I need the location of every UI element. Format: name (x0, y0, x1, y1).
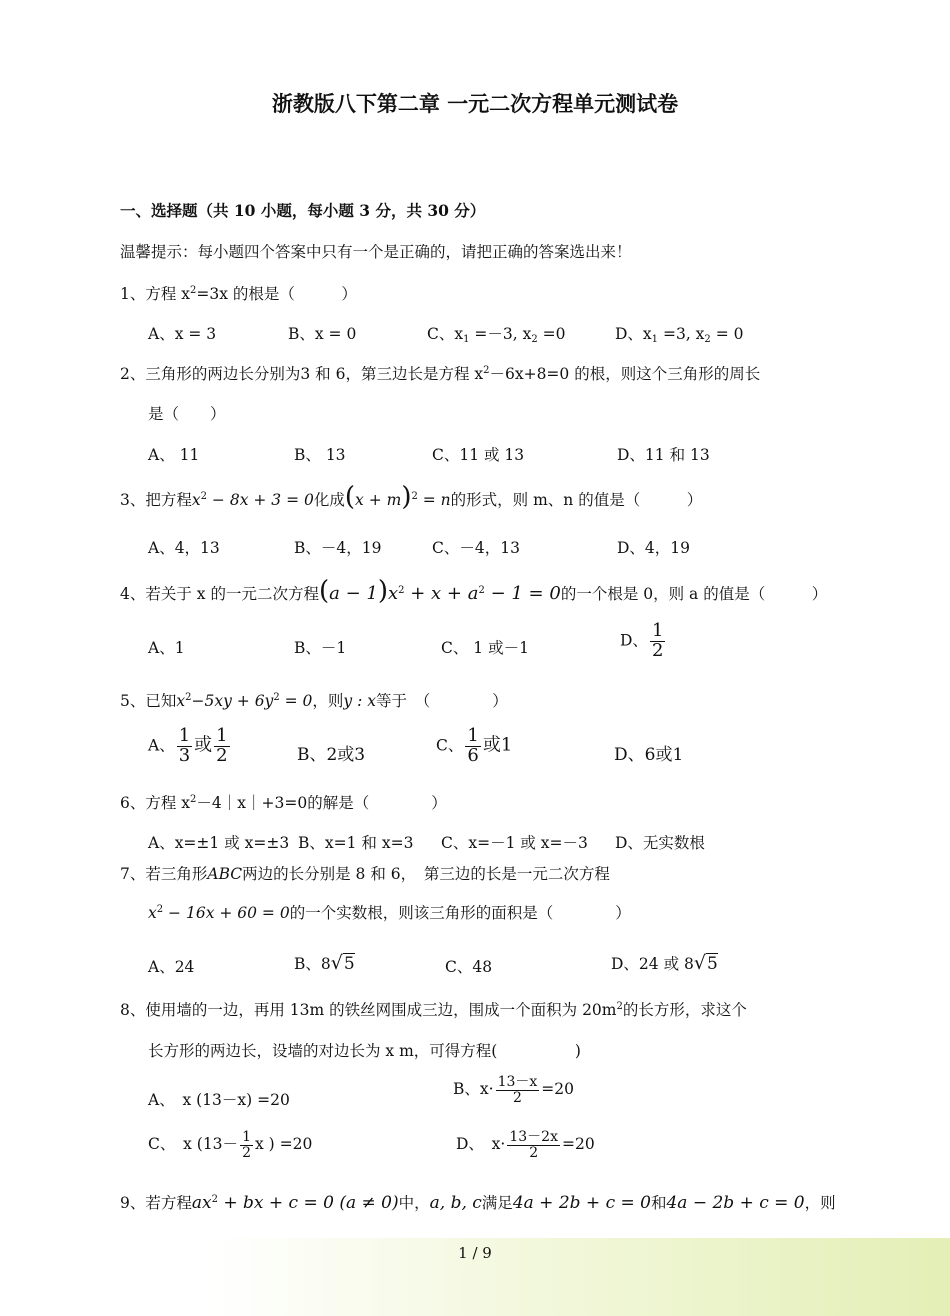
q6-option-a: A、x=±1 或 x=±3 (148, 834, 290, 852)
q7-option-b: B、8√5 (294, 952, 355, 974)
q4-option-d: D、 $\frac{1}{2}$ (620, 620, 664, 661)
question-3: 3、把方程$x^2 - 8x + 3 = 0$化成$(x + m)^2 = n$的形式，则 m、n 的值是（ ） (120, 482, 703, 512)
q1-option-b: B、x = 0 (288, 325, 357, 343)
q5-option-b: B、2或3 (297, 745, 366, 765)
q3-option-a: A、4，13 (148, 539, 220, 557)
question-1: 1、方程 $x^2=3x$ 的根是（ ） (120, 285, 357, 303)
question-6: 6、方程 $x^2-4|x|+3=0$的解是（ ） (120, 794, 447, 812)
question-7: 7、若三角形ABC两边的长分别是 8 和 6， 第三边的长是一元二次方程 (120, 865, 610, 883)
question-2-line2: 是（ ） (148, 405, 226, 423)
q8-option-b: B、x· $\frac{13-x}{2}$ =20 (453, 1074, 574, 1106)
q7-option-d: D、24 或 8√5 (611, 952, 718, 974)
q2-option-c: C、11 或 13 (432, 446, 525, 464)
q1-option-a: A、x = 3 (148, 325, 217, 343)
q3-option-b: B、－4，19 (294, 539, 382, 557)
q5-option-d: D、6或1 (614, 745, 684, 765)
q7-option-c: C、48 (445, 958, 493, 976)
q1-option-d: D、$x_1 =3$, $x_2 = 0$ (615, 325, 744, 345)
q4-option-a: A、1 (148, 639, 185, 657)
q8-option-a: A、 x (13－x) =20 (148, 1091, 290, 1109)
q1-option-c: C、$x_1 =-3$, $x_2 =0$ (427, 325, 566, 345)
question-7-line2: $x^2 - 16x + 60 = 0$的一个实数根，则该三角形的面积是（ ） (148, 904, 631, 922)
q7-option-a: A、24 (148, 958, 195, 976)
question-9: 9、若方程$ax^2$ + bx + c = 0 (a ≠ 0)中，a, b, c满足4a + 2b + c = 0和4a − 2b + c = 0，则 (120, 1193, 836, 1213)
q3-option-c: C、－4，13 (432, 539, 520, 557)
q2-option-b: B、 13 (294, 446, 346, 464)
question-8: 8、使用墙的一边，再用 13m 的铁丝网围成三边，围成一个面积为 $20m^2$的长方形，求这个 (120, 1001, 747, 1019)
tip-text: 温馨提示：每小题四个答案中只有一个是正确的，请把正确的答案选出来！ (120, 243, 632, 261)
question-2: 2、三角形的两边长分别为3 和 6，第三边长是方程 $x^2-6x+8=0$ 的根，则这个三角形的周长 (120, 365, 761, 383)
q4-option-b: B、－1 (294, 639, 347, 657)
page-title: 浙教版八下第二章 一元二次方程单元测试卷 (271, 92, 679, 116)
q8-option-d: D、 x· $\frac{13-2x}{2}$ =20 (456, 1129, 595, 1161)
q4-option-c: C、 1 或－1 (441, 639, 529, 657)
q5-option-a: A、 $\frac{1}{3}$ 或 $\frac{1}{2}$ (148, 725, 228, 766)
q8-option-c: C、 x (13－ $\frac{1}{2}$ x ) =20 (148, 1129, 313, 1161)
q6-option-b: B、x=1 和 x=3 (298, 834, 414, 852)
q6-option-c: C、x=－1 或 x=－3 (441, 834, 588, 852)
q2-option-a: A、 11 (148, 446, 200, 464)
question-5: 5、已知$x^2-5xy + 6y^2 = 0$，则y : x等于 （ ） (120, 692, 508, 710)
q2-option-d: D、11 和 13 (617, 446, 710, 464)
q3-option-d: D、4，19 (617, 539, 691, 557)
section-heading: 一、选择题（共 10 小题，每小题 3 分，共 30 分） (120, 201, 486, 220)
question-4: 4、若关于 x 的一元二次方程$(a - 1)x^2 + x + a^2 - 1 = 0$的一个根是 0，则 a 的值是（ ） (120, 576, 828, 606)
q6-option-d: D、无实数根 (615, 834, 705, 852)
page-number: 1 / 9 (458, 1244, 492, 1262)
question-8-line2: 长方形的两边长，设墙的对边长为 x m，可得方程( ) (148, 1042, 581, 1060)
q5-option-c: C、 $\frac{1}{6}$ 或1 (436, 725, 513, 766)
